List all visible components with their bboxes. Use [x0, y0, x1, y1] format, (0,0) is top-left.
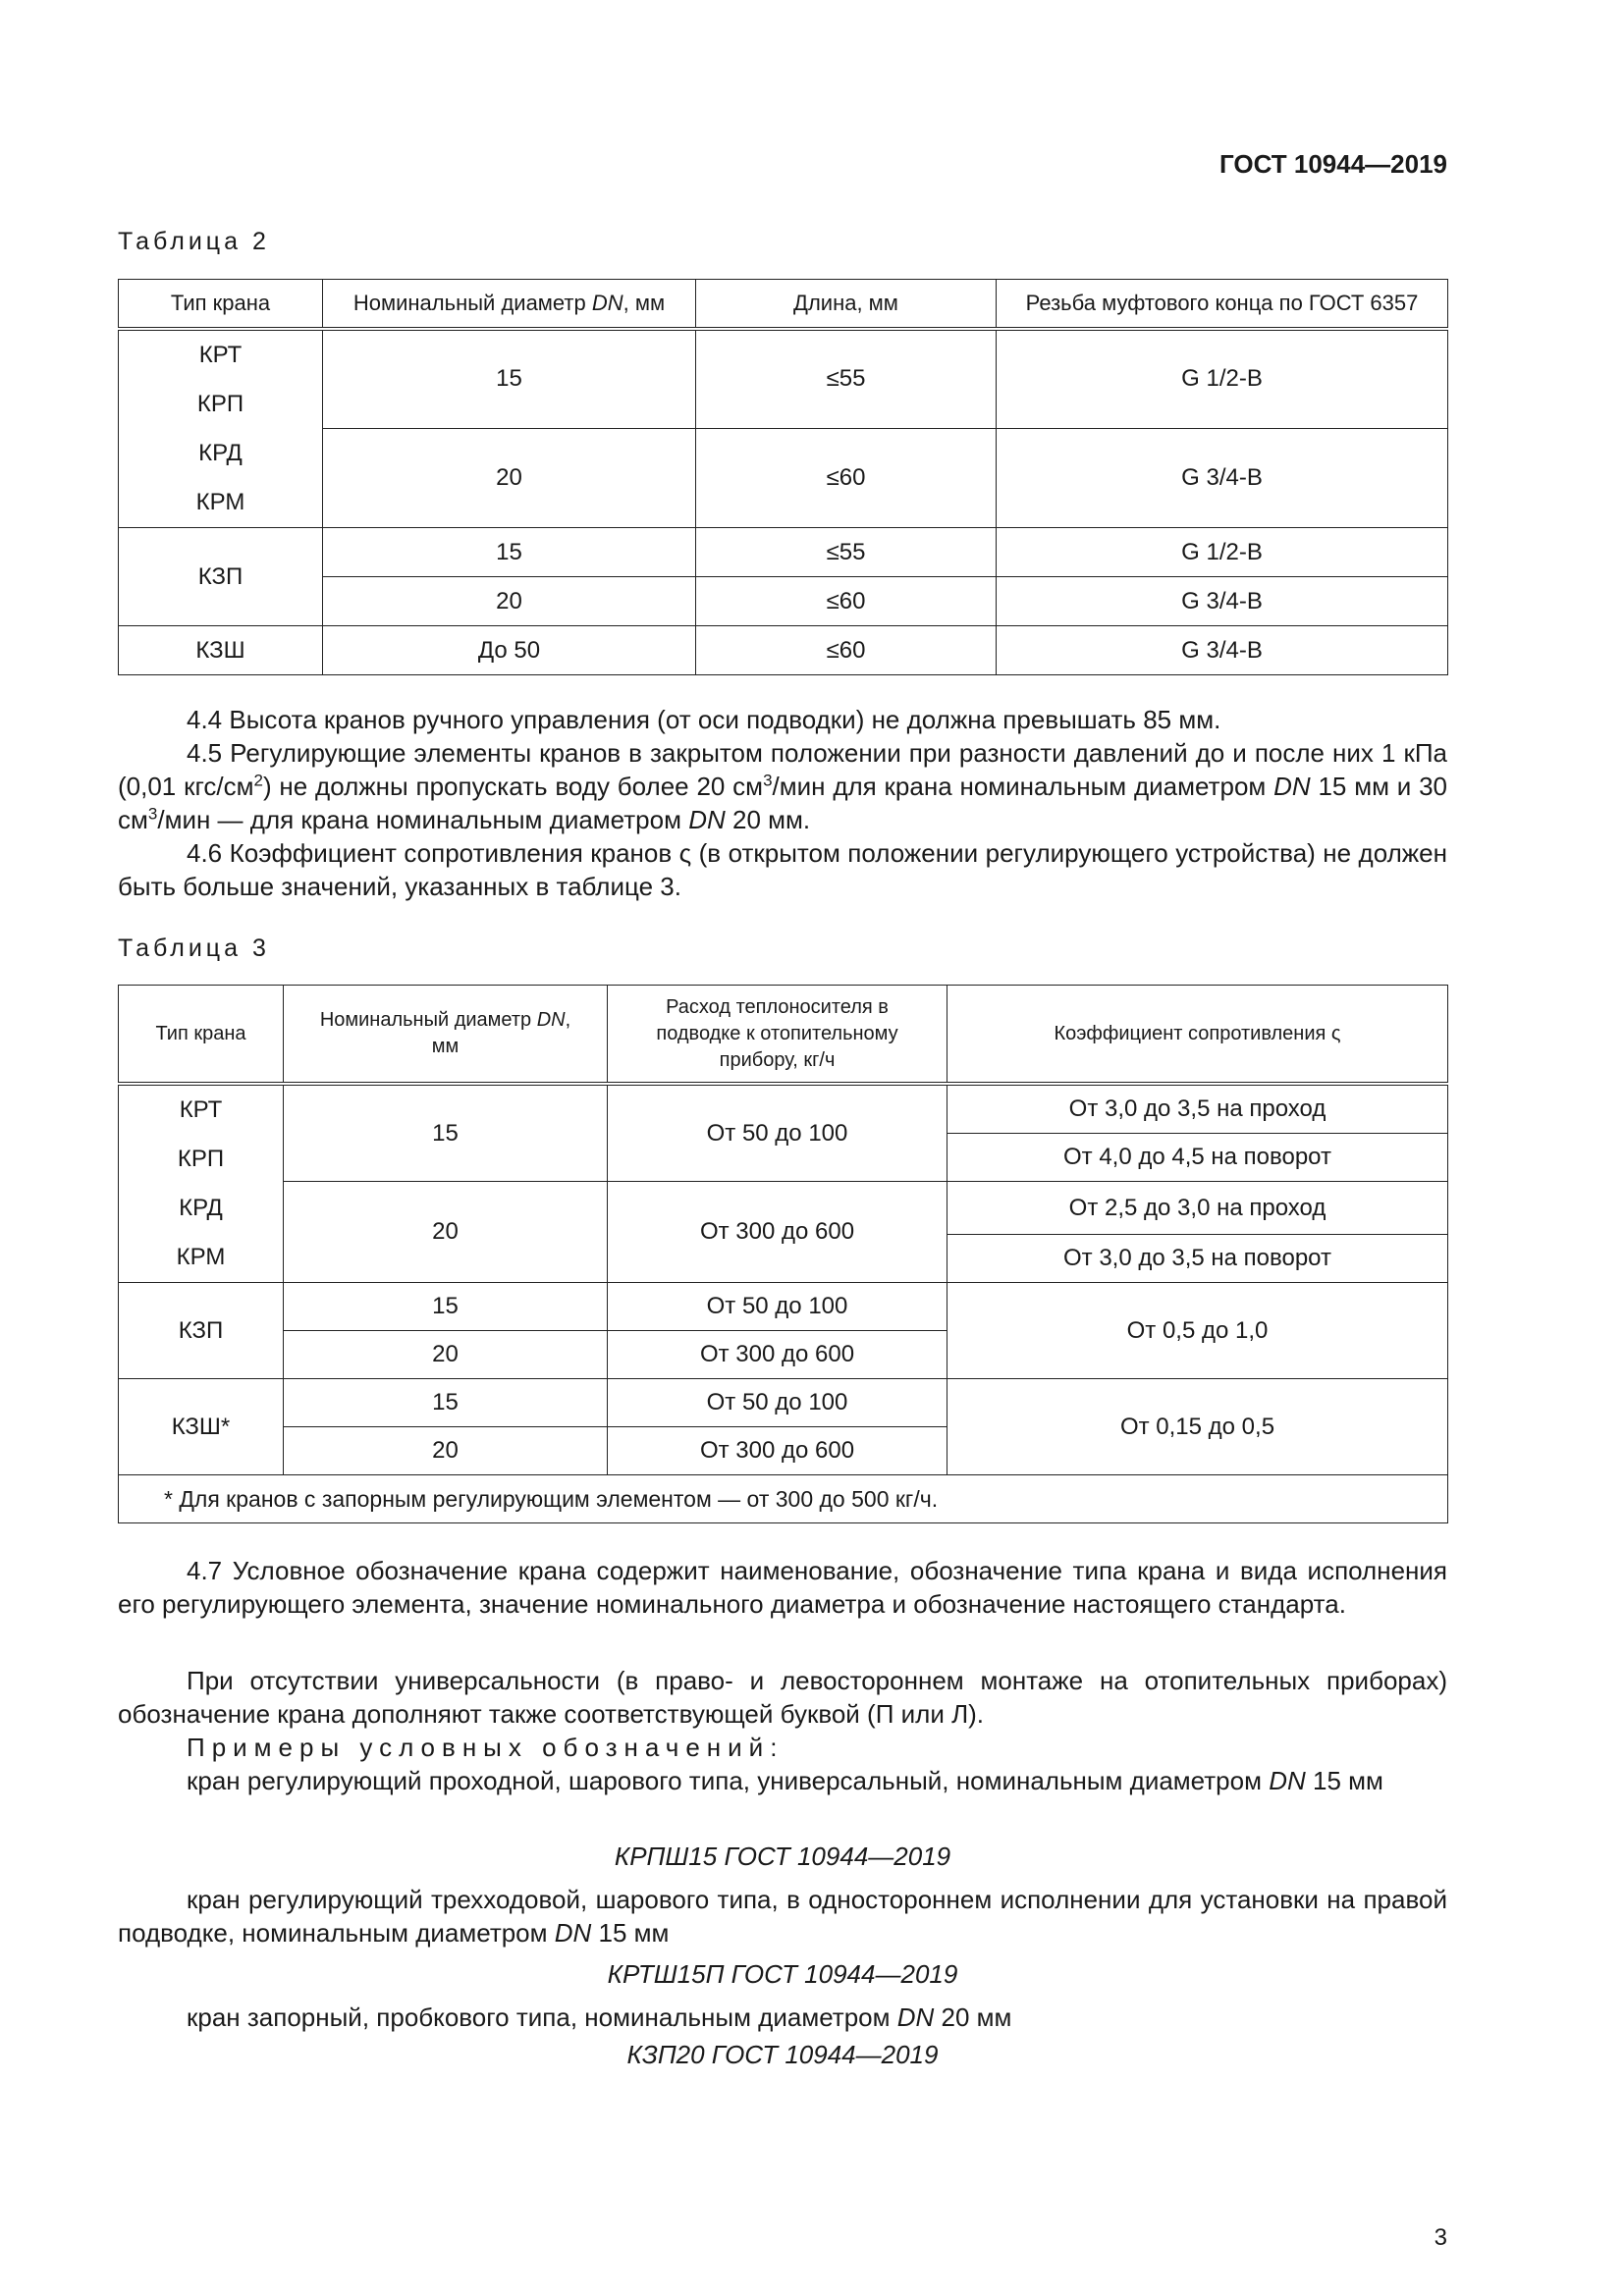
table-cell: 15	[323, 329, 696, 428]
table-cell: 20	[323, 577, 696, 626]
table-cell: 20	[284, 1182, 608, 1283]
paragraph-text: 4.7 Условное обозначение крана содержит наименование, обозначение типа крана и вида исполнения его регулирующего элемента, значение номинального диаметра и обозначение настоящего стандарта.	[118, 1556, 1447, 1619]
table-cell: G 1/2-B	[997, 329, 1448, 428]
example-3-description	[118, 2001, 1447, 2034]
table-row	[119, 1283, 1448, 1331]
dn-symbol: DN	[554, 1918, 592, 1948]
table3-type-group1	[119, 1084, 284, 1283]
table-cell: От 300 до 600	[608, 1331, 947, 1379]
table-cell: КЗШ	[119, 626, 323, 675]
table3-header-row	[119, 986, 1448, 1085]
type-label: КРТ	[179, 1096, 223, 1123]
table-cell: От 3,0 до 3,5 на проход	[947, 1084, 1448, 1134]
table-cell: От 2,5 до 3,0 на проход	[947, 1182, 1448, 1235]
table-cell: 15	[284, 1084, 608, 1182]
table-cell: 15	[284, 1283, 608, 1331]
table2-header-thread: Резьба муфтового конца по ГОСТ 6357	[997, 280, 1448, 330]
type-label: КРД	[198, 440, 243, 466]
table3-footnote-row	[119, 1475, 1448, 1523]
table-cell: 20	[284, 1427, 608, 1475]
example-3-code: КЗП20 ГОСТ 10944—2019	[626, 2040, 939, 2069]
table3	[118, 985, 1448, 1523]
table-cell: От 50 до 100	[608, 1283, 947, 1331]
table3-footnote: * Для кранов с запорным регулирующим элементом — от 300 до 500 кг/ч.	[119, 1475, 1448, 1523]
table-cell: 15	[284, 1379, 608, 1427]
paragraph-text: 20 мм.	[725, 805, 811, 834]
paragraph-text: 15 мм	[1305, 1766, 1383, 1795]
table-cell: 15	[323, 528, 696, 577]
table-row	[119, 528, 1448, 577]
paragraph-text: 15 мм и 30 см	[118, 772, 1447, 834]
paragraph-text: кран регулирующий проходной, шарового типа, универсальный, номинальным диаметром	[187, 1766, 1270, 1795]
table-cell: От 3,0 до 3,5 на поворот	[947, 1235, 1448, 1283]
paragraph-text: 20 мм	[934, 2002, 1012, 2032]
type-label: КРТ	[198, 342, 243, 368]
table-row	[119, 1182, 1448, 1235]
paragraph-text: кран запорный, пробкового типа, номинальным диаметром	[187, 2002, 897, 2032]
paragraph-text: ) не должны пропускать воду более 20 см	[262, 772, 764, 801]
table2-type-kzp: КЗП	[119, 528, 323, 626]
table-cell: До 50	[323, 626, 696, 675]
paragraph-text: 15 мм	[591, 1918, 670, 1948]
dn-symbol: DN	[1269, 1766, 1306, 1795]
table2-header-dn: Номинальный диаметр DN, мм	[323, 280, 696, 330]
paragraph-4-6	[118, 836, 1447, 903]
superscript: 2	[253, 771, 263, 790]
paragraph-text: кран регулирующий трехходовой, шарового типа, в одностороннем исполнении для установки на правой подводке, номинальным диаметром	[118, 1885, 1447, 1948]
table-cell: От 300 до 600	[608, 1182, 947, 1283]
standard-code-header: ГОСТ 10944—2019	[1219, 149, 1447, 179]
table-cell: ≤60	[696, 626, 997, 675]
table3-header-flow: Расход теплоносителя в подводке к отопительному прибору, кг/ч	[608, 986, 947, 1085]
paragraph-text: 4.6 Коэффициент сопротивления кранов ς (в открытом положении регулирующего устройства) не должен быть больше значений, указанных в таблице 3.	[118, 838, 1447, 901]
table-cell: ≤60	[696, 577, 997, 626]
table-row	[119, 329, 1448, 428]
example-1-description	[118, 1764, 1447, 1797]
table3-header-dn: Номинальный диаметр DN, мм	[284, 986, 608, 1085]
table2-header-length: Длина, мм	[696, 280, 997, 330]
paragraph-text: 4.5 Регулирующие элементы кранов в закрытом положении при разности давлений до и после них 1 кПа (0,01 кгс/см	[118, 738, 1447, 801]
table-cell: От 50 до 100	[608, 1084, 947, 1182]
table-row	[119, 626, 1448, 675]
table2	[118, 279, 1448, 675]
type-label: КРМ	[195, 489, 245, 515]
paragraph-text: /мин для крана номинальным диаметром	[772, 772, 1274, 801]
superscript: 3	[147, 804, 158, 824]
table3-caption: Таблица 3	[118, 934, 270, 962]
table-cell: От 0,5 до 1,0	[947, 1283, 1448, 1379]
paragraph-universal	[118, 1664, 1447, 1731]
dn-symbol: DN	[896, 2002, 935, 2032]
paragraph-text: При отсутствии универсальности (в право- и левостороннем монтаже на отопительных приборах) обозначение крана дополняют также соответствующей буквой (П или Л).	[118, 1666, 1447, 1729]
dn-symbol: DN	[1273, 772, 1311, 801]
table-cell: ≤60	[696, 428, 997, 527]
table3-type-kzsh: КЗШ*	[119, 1379, 284, 1475]
table-cell: ≤55	[696, 329, 997, 428]
table-cell: G 1/2-B	[997, 528, 1448, 577]
table-cell: От 0,15 до 0,5	[947, 1379, 1448, 1475]
table-cell: От 4,0 до 4,5 на поворот	[947, 1134, 1448, 1182]
table2-caption: Таблица 2	[118, 228, 270, 255]
table-cell: G 3/4-B	[997, 577, 1448, 626]
table-cell: От 50 до 100	[608, 1379, 947, 1427]
table-cell: ≤55	[696, 528, 997, 577]
paragraph-4-5	[118, 736, 1447, 836]
table-cell: 20	[323, 428, 696, 527]
type-label: КРМ	[176, 1244, 226, 1270]
table3-header-coef: Коэффициент сопротивления ς	[947, 986, 1448, 1085]
paragraph-4-7	[118, 1554, 1447, 1621]
paragraph-text: /мин — для крана номинальным диаметром	[157, 805, 689, 834]
dn-symbol: DN	[688, 805, 726, 834]
example-2-code: КРТШ15П ГОСТ 10944—2019	[607, 1959, 958, 1989]
superscript: 3	[763, 771, 773, 790]
type-label: КРП	[196, 391, 244, 417]
paragraph-text: 4.4 Высота кранов ручного управления (от оси подводки) не должна превышать 85 мм.	[187, 705, 1221, 734]
table-row	[119, 1084, 1448, 1134]
table2-type-group1	[119, 329, 323, 528]
example-2-description	[118, 1883, 1447, 1949]
examples-title-text: Примеры условных обозначений:	[187, 1733, 785, 1762]
table2-header-row	[119, 280, 1448, 330]
type-label: КРД	[179, 1195, 223, 1221]
page-number: 3	[1434, 2224, 1447, 2251]
example-1-code: КРПШ15 ГОСТ 10944—2019	[614, 1842, 951, 1871]
paragraph-4-4	[118, 703, 1447, 736]
table3-type-kzp: КЗП	[119, 1283, 284, 1379]
table-row	[119, 1379, 1448, 1427]
examples-title	[118, 1731, 1447, 1764]
table-cell: 20	[284, 1331, 608, 1379]
table2-header-type: Тип крана	[119, 280, 323, 330]
table-cell: G 3/4-B	[997, 428, 1448, 527]
type-label: КРП	[177, 1146, 225, 1172]
table3-header-type: Тип крана	[119, 986, 284, 1085]
table-cell: От 300 до 600	[608, 1427, 947, 1475]
table-cell: G 3/4-B	[997, 626, 1448, 675]
